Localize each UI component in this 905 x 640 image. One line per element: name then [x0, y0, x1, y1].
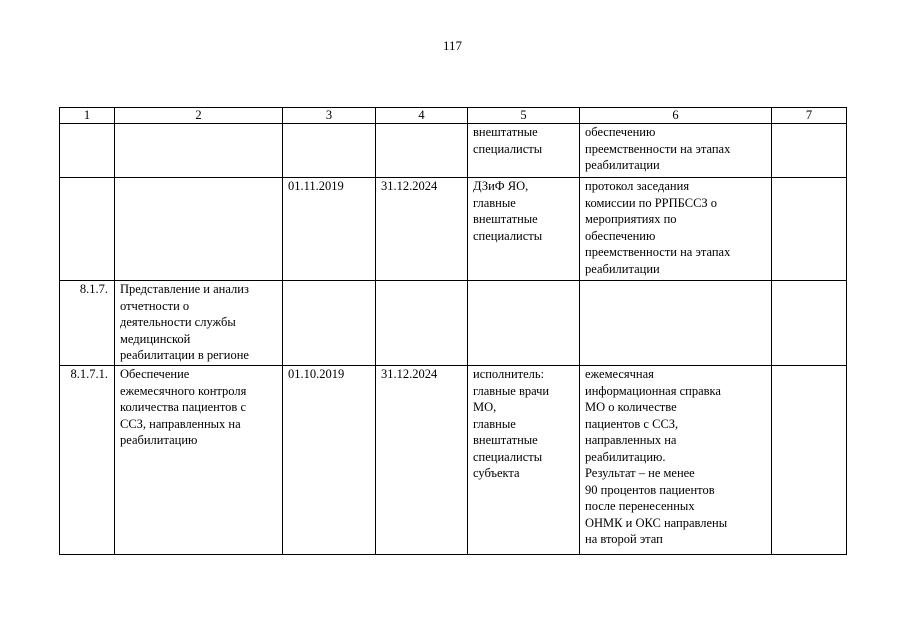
column-header: 1: [60, 108, 115, 124]
result: протокол заседания комиссии по РРПБССЗ о мероприятиях по обеспечению преемственности на этапах реабилитации: [580, 178, 772, 281]
responsible: исполнитель: главные врачи МО, главные внештатные специалисты субъекта: [468, 366, 580, 555]
column-header: 6: [580, 108, 772, 124]
plan-table: [59, 107, 847, 555]
responsible: внештатные специалисты: [468, 124, 580, 178]
start-date: 01.10.2019: [283, 366, 376, 555]
note: [772, 178, 847, 281]
start-date: [283, 124, 376, 178]
page-number: 117: [442, 38, 463, 53]
end-date: 31.12.2024: [376, 366, 468, 555]
column-header: 3: [283, 108, 376, 124]
item-number: 8.1.7.1.: [60, 366, 115, 555]
table-row: [60, 366, 847, 555]
result: ежемесячная информационная справка МО о количестве пациентов с ССЗ, направленных на реабилитацию. Результат – не менее 90 процентов пациентов после перенесенных ОНМК и ОКС направлены на второй этап: [580, 366, 772, 555]
item-description: Обеспечение ежемесячного контроля количества пациентов с ССЗ, направленных на реабилитацию: [115, 366, 283, 555]
column-header: 2: [115, 108, 283, 124]
table-row: [60, 178, 847, 281]
table-row: [60, 124, 847, 178]
end-date: 31.12.2024: [376, 178, 468, 281]
end-date: [376, 281, 468, 366]
start-date: [283, 281, 376, 366]
note: [772, 366, 847, 555]
column-header: 7: [772, 108, 847, 124]
table-header-row: [60, 108, 847, 124]
item-number: 8.1.7.: [60, 281, 115, 366]
column-header: 4: [376, 108, 468, 124]
item-number: [60, 124, 115, 178]
result: обеспечению преемственности на этапах реабилитации: [580, 124, 772, 178]
column-header: 5: [468, 108, 580, 124]
end-date: [376, 124, 468, 178]
item-description: [115, 124, 283, 178]
result: [580, 281, 772, 366]
responsible: [468, 281, 580, 366]
start-date: 01.11.2019: [283, 178, 376, 281]
responsible: ДЗиФ ЯО, главные внештатные специалисты: [468, 178, 580, 281]
item-description: [115, 178, 283, 281]
note: [772, 124, 847, 178]
item-description: Представление и анализ отчетности о деятельности службы медицинской реабилитации в регионе: [115, 281, 283, 366]
item-number: [60, 178, 115, 281]
table-row: [60, 281, 847, 366]
note: [772, 281, 847, 366]
